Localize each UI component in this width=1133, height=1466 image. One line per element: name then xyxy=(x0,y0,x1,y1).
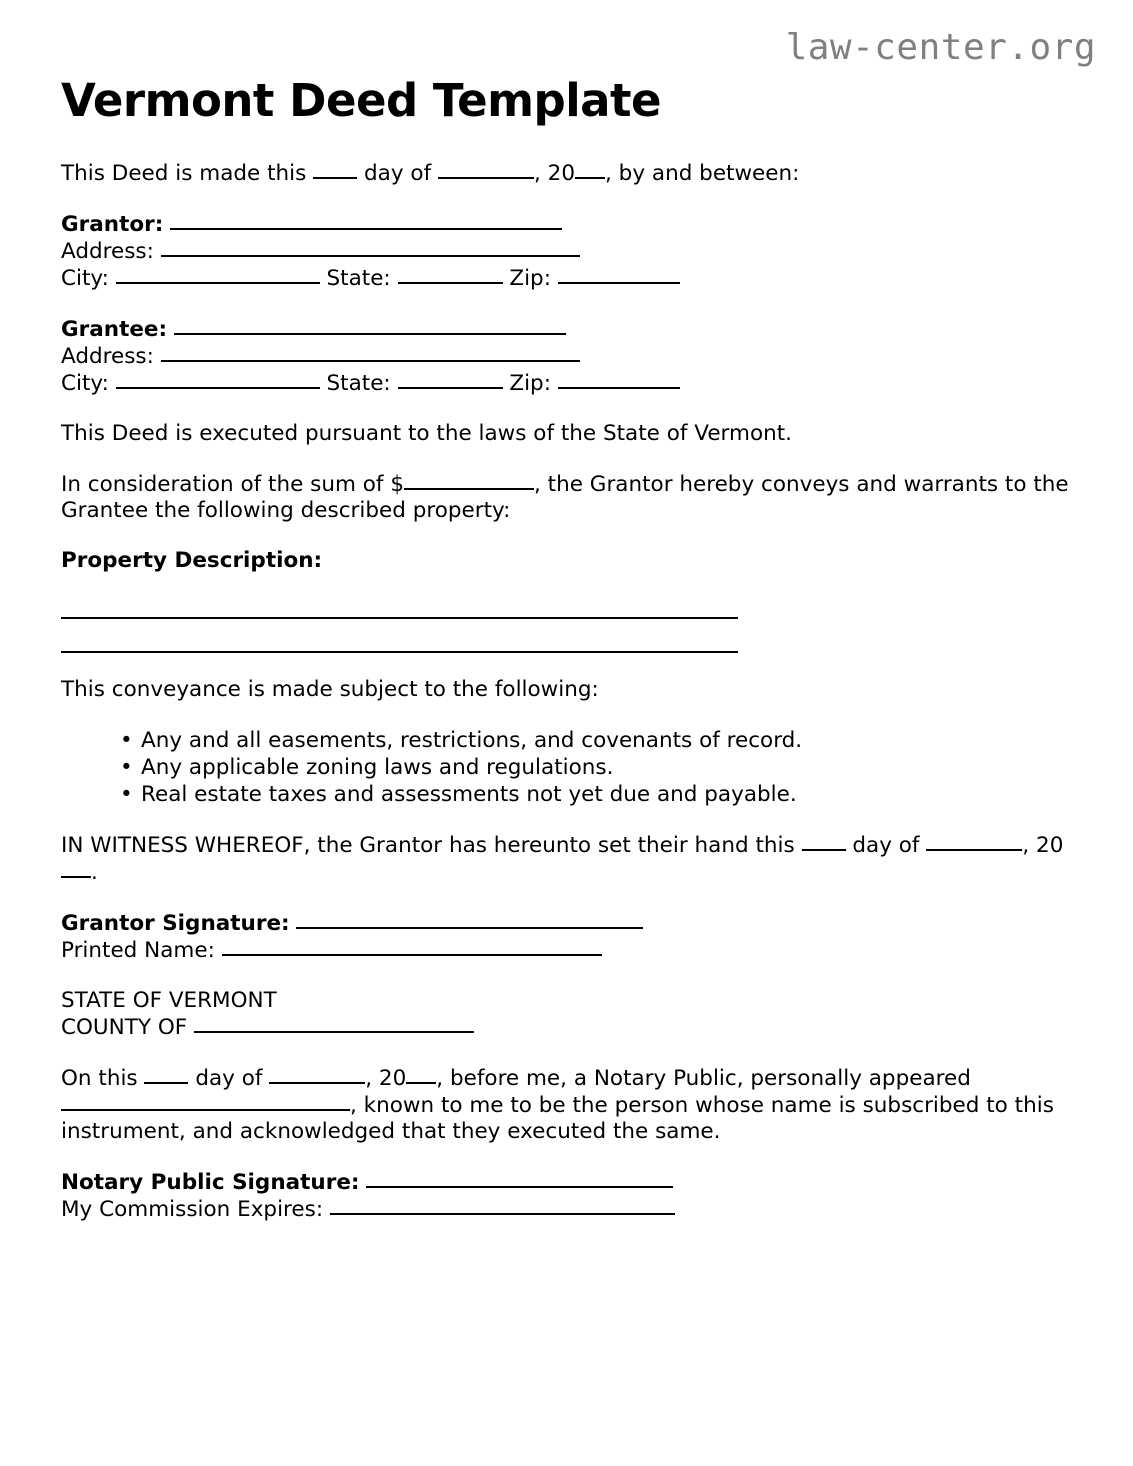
grantee-name-blank[interactable] xyxy=(174,316,566,335)
grantee-name-line xyxy=(61,316,1071,343)
notary-signature-block xyxy=(61,1169,1071,1223)
witness-text-5: . xyxy=(91,860,98,885)
grantor-address-blank[interactable] xyxy=(161,238,580,257)
grantor-state-label: State: xyxy=(326,266,391,291)
acknowledgment-text-1: On this xyxy=(61,1066,138,1091)
grantor-signature-blank[interactable] xyxy=(296,910,643,929)
conveyance-intro: This conveyance is made subject to the following: xyxy=(61,677,599,702)
grantor-block xyxy=(61,211,1071,292)
notary-commission-blank[interactable] xyxy=(330,1196,675,1215)
grantee-block xyxy=(61,316,1071,397)
grantee-address-blank[interactable] xyxy=(161,343,580,362)
county-label: COUNTY OF xyxy=(61,1015,188,1040)
acknowledgment-person-blank[interactable] xyxy=(61,1092,350,1111)
grantee-address-line xyxy=(61,343,1071,370)
page-title: Vermont Deed Template xyxy=(61,74,662,127)
conveyance-terms-list xyxy=(61,727,1071,808)
site-watermark: law-center.org xyxy=(785,27,1096,68)
witness-clause xyxy=(61,832,1071,886)
notary-signature-line xyxy=(61,1169,1071,1196)
grantee-city-blank[interactable] xyxy=(116,370,320,389)
grantor-label: Grantor: xyxy=(61,212,164,237)
grantor-printed-name-line xyxy=(61,937,1071,964)
grantee-zip-label: Zip: xyxy=(509,371,551,396)
acknowledgment-month-blank[interactable] xyxy=(269,1065,365,1084)
grantor-city-state-zip-line xyxy=(61,265,1071,292)
intro-month-blank[interactable] xyxy=(438,160,534,179)
grantor-zip-blank[interactable] xyxy=(558,265,680,284)
property-description-block xyxy=(61,548,1071,653)
grantee-state-label: State: xyxy=(326,371,391,396)
grantor-signature-label: Grantor Signature: xyxy=(61,911,290,936)
county-blank[interactable] xyxy=(194,1014,474,1033)
witness-text-1: IN WITNESS WHEREOF, the Grantor has hereunto set their hand this xyxy=(61,833,795,858)
grantor-printed-name-blank[interactable] xyxy=(222,937,602,956)
grantee-city-state-zip-line xyxy=(61,370,1071,397)
notary-commission-label: My Commission Expires: xyxy=(61,1197,324,1222)
acknowledgment-paragraph xyxy=(61,1065,1071,1145)
acknowledgment-text-5: , known to me to be the person whose name is subscribed to this instrument, and acknowledged that they executed the same. xyxy=(61,1093,1054,1144)
intro-text-1: This Deed is made this xyxy=(61,161,307,186)
grantor-signature-line xyxy=(61,910,1071,937)
witness-day-blank[interactable] xyxy=(802,832,846,851)
intro-text-4: , by and between: xyxy=(605,161,800,186)
intro-text-3: , 20 xyxy=(533,161,576,186)
list-item: • Any applicable zoning laws and regulations. xyxy=(120,754,1071,781)
notary-commission-line xyxy=(61,1196,1071,1223)
intro-day-blank[interactable] xyxy=(313,160,357,179)
list-item: • Any and all easements, restrictions, and covenants of record. xyxy=(120,727,1071,754)
intro-text-2: day of xyxy=(364,161,432,186)
jurisdiction-block xyxy=(61,988,1071,1041)
consideration-sum-blank[interactable] xyxy=(404,471,534,490)
grantor-printed-name-label: Printed Name: xyxy=(61,938,215,963)
grantee-state-blank[interactable] xyxy=(398,370,503,389)
grantor-state-blank[interactable] xyxy=(398,265,503,284)
property-description-blank-line-1[interactable] xyxy=(61,591,738,619)
consideration-text-2: , the Grantor hereby conveys and warrants to the Grantee the following described property: xyxy=(61,472,1069,523)
grantee-label: Grantee: xyxy=(61,317,168,342)
witness-text-3: , xyxy=(1022,833,1030,858)
grantor-zip-label: Zip: xyxy=(509,266,551,291)
grantor-address-label: Address: xyxy=(61,239,154,264)
list-item: • Real estate taxes and assessments not yet due and payable. xyxy=(120,781,1071,808)
grantor-name-line xyxy=(61,211,1071,238)
acknowledgment-text-3: , 20 xyxy=(365,1066,407,1091)
acknowledgment-year-blank[interactable] xyxy=(406,1065,436,1084)
grantor-city-blank[interactable] xyxy=(116,265,320,284)
grantee-address-label: Address: xyxy=(61,344,154,369)
property-description-blank-line-2[interactable] xyxy=(61,625,738,653)
document-body xyxy=(61,160,1071,1223)
acknowledgment-text-4: , before me, a Notary Public, personally appeared xyxy=(436,1066,971,1091)
grantor-signature-block xyxy=(61,910,1071,964)
witness-year-blank[interactable] xyxy=(61,859,91,878)
consideration-text-1: In consideration of the sum of $ xyxy=(61,472,405,497)
grantee-zip-blank[interactable] xyxy=(558,370,680,389)
intro-paragraph xyxy=(61,160,1071,187)
witness-month-blank[interactable] xyxy=(926,832,1022,851)
witness-text-4: 20 xyxy=(1036,833,1064,858)
grantor-city-label: City: xyxy=(61,266,109,291)
notary-signature-label: Notary Public Signature: xyxy=(61,1170,360,1195)
notary-signature-blank[interactable] xyxy=(366,1169,673,1188)
intro-year-blank[interactable] xyxy=(575,160,605,179)
acknowledgment-text-2: day of xyxy=(195,1066,263,1091)
property-description-heading: Property Description: xyxy=(61,548,323,573)
grantee-city-label: City: xyxy=(61,371,109,396)
state-of-vermont-line: STATE OF VERMONT xyxy=(61,988,277,1013)
grantor-address-line xyxy=(61,238,1071,265)
county-line xyxy=(61,1014,1071,1041)
witness-text-2: day of xyxy=(852,833,920,858)
execution-clause: This Deed is executed pursuant to the laws of the State of Vermont. xyxy=(61,421,792,446)
acknowledgment-day-blank[interactable] xyxy=(144,1065,188,1084)
consideration-paragraph xyxy=(61,471,1071,524)
grantor-name-blank[interactable] xyxy=(170,211,562,230)
